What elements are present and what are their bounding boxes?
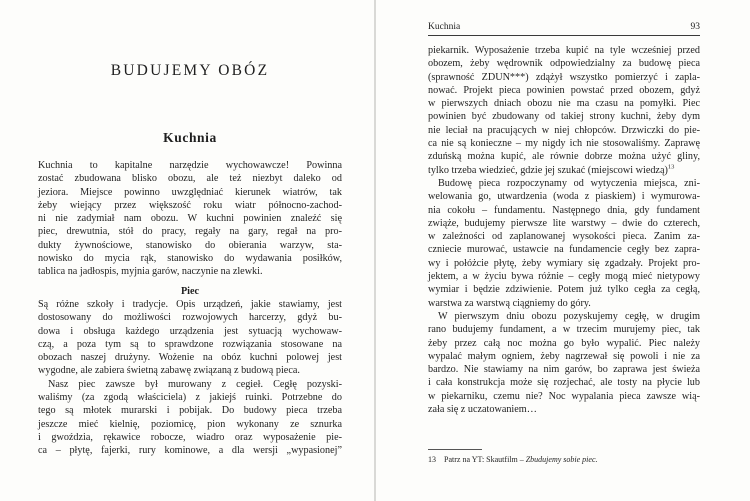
text-line: w piekarniku, czemu nie? Noc wypalania pieca zawsze wią-: [428, 390, 700, 402]
text-line: (sprawność ZDUN***) zdążył wszystko pomierzyć i zapla-: [428, 71, 700, 83]
text-line: zwiąże, budujemy pierwsze lite warstwy – dwie do czterech,: [428, 217, 700, 229]
text-line: i gwoździa, rękawice robocze, wiadro oraz wyposażenie pie-: [38, 431, 342, 443]
footnote-reference: 13: [667, 163, 675, 171]
footnote-rule: [428, 449, 482, 450]
text-line: jeziora. Miejsce powinno uwzględniać kierunek wiatrów, tak: [38, 186, 342, 198]
text-line: obozem, żeby wędrownik odpowiedzialny za budowę pieca: [428, 58, 700, 70]
text-line: waliśmy (za zgodą właściciela) z jakiejś ruinki. Potrzebne do: [38, 392, 342, 404]
left-page: [0, 0, 374, 501]
right-page: [376, 0, 750, 501]
page-number: 93: [690, 22, 700, 32]
footnote-text: Patrz na YT: Skautfilm –: [444, 455, 526, 464]
text-line: rano budujemy fundament, a w trzecim murujemy piec, tak: [428, 324, 700, 336]
text-line: bardzo. Nie stawiamy na nim garów, bo zaprawa jest świeża: [428, 364, 700, 376]
text-line: [428, 164, 700, 177]
text-line: dostosowany do możliwości rozwojowych harcerzy, gdyż bu-: [38, 312, 342, 324]
footnote-title: Zbudujemy sobie piec.: [525, 455, 598, 464]
left-body-text: [38, 159, 342, 458]
text-line: żeby przez całą noc można go było wypalić. Piec należy: [428, 337, 700, 349]
text-line: dukty żywnościowe, stanowisko do obierania warzyw, sta-: [38, 239, 342, 251]
text-line: piekarnik. Wyposażenie trzeba kupić na tyle wcześniej przed: [428, 45, 700, 56]
footnote: [428, 455, 700, 465]
text-line: wymiar i będzie zdziwienie. Potem już tylko cegła za cegłą,: [428, 284, 700, 296]
text-line: wy i połóżcie płytę, żeby wymiary się zgadzały. Projekt pro-: [428, 257, 700, 269]
text-line: welowania go, utwardzenia (woda z piaskiem) i wymurowa-: [428, 191, 700, 203]
text-line: obozach naszej drużyny. Wożenie na obóz kuchni polowej jest: [38, 352, 342, 364]
text-line: powinien być zbudowany od takiej strony kuchni, żeby dym: [428, 111, 700, 123]
running-head-title: Kuchnia: [428, 22, 461, 32]
text-line: nowisko do mycia rąk, stanowisko do wydawania posiłków,: [38, 253, 342, 265]
text-line: warstwa za warstwą ciągniemy do góry.: [428, 297, 591, 309]
text-line: nie leciał na pracujących w niej chłopców. Drzwiczki do pie-: [428, 124, 700, 136]
right-body-text: [428, 44, 700, 416]
text-line: czą, a poza tym są to sprawdzone rozwiązania stosowane na: [38, 338, 342, 350]
text-line: w zależności od zaplanowanej wysokości pieca. Zanim za-: [428, 231, 700, 243]
text-line: żeby wiejący przez większość roku wiatr północno-zachod-: [38, 199, 342, 211]
text-line: wypalać małym ogniem, żeby nagrzewał się powoli i nie za: [428, 350, 700, 362]
text-line: Budowę pieca rozpoczynamy od wytyczenia miejsca, zni-: [438, 177, 700, 189]
text-line: piec, drewutnia, stół do pracy, regały na gary, regał na pro-: [38, 226, 342, 238]
footnote-mark: 13: [428, 455, 436, 464]
subsection-heading: Piec: [180, 285, 200, 297]
text-line: zostać zbudowana blisko obozu, ale też niezbyt daleko od: [38, 173, 342, 185]
text-line: ca nie są konieczne – my nigdy ich nie stosowaliśmy. Zaprawę: [428, 138, 700, 150]
text-line: nować. Projekt pieca powinien powstać przed obozem, gdyż: [428, 84, 700, 96]
text-line: zduńską można kupić, ale równie dobrze można użyć gliny,: [428, 151, 700, 163]
text-line: ca – płytę, fajerki, rury kominowe, a dla wersji „wypasionej”: [38, 445, 342, 457]
text-line: zała się z uczatowaniem…: [428, 404, 537, 416]
text-line: i cała konstrukcja może się rozjechać, ale tosty na płycie lub: [428, 377, 700, 389]
text-line: W pierwszym dniu obozu pozyskujemy cegłę, w drugim: [438, 310, 700, 322]
text-line: czniecie murować, ustawcie na fundamencie cegły bez zapra-: [428, 244, 700, 256]
text-line: Nasz piec zawsze był murowany z cegieł. Cegłę pozyski-: [48, 378, 342, 390]
chapter-title: BUDUJEMY OBÓZ: [110, 62, 270, 79]
text-line: Są różne szkoły i tradycje. Opis urządzeń, jakie stawiamy, jest: [38, 298, 342, 310]
text-line: w pierwszych dniach obozu nie ma czasu na pomyłki. Piec: [428, 98, 700, 110]
text-line: tego są młotek murarski i pobijak. Do budowy pieca trzeba: [38, 405, 342, 417]
text-line: Kuchnia to kapitalne narzędzie wychowawcze! Powinna: [38, 160, 342, 171]
text-line: wygodne, ale zabiera świetną zabawę związaną z budową pieca.: [38, 365, 300, 377]
text-line: ni nie zadymiał nam obozu. W kuchni powinien znaleźć się: [38, 213, 342, 225]
text-line: jektem, a w życiu bywa różnie – cegły mogą mieć nietypowy: [428, 271, 700, 283]
section-title: Kuchnia: [163, 130, 217, 145]
text-line: tablica na jadłospis, myjnia garów, naczynie na zlewki.: [38, 266, 263, 278]
running-head: [428, 22, 700, 36]
running-head-rule: [428, 35, 700, 36]
text-line: jeszcze mieć kielnię, poziomicę, pion wykonany ze sznurka: [38, 418, 342, 430]
text-line-content: tylko trzeba wiedzieć, gdzie jej szukać (miejscowi wiedzą): [428, 164, 668, 176]
text-line: dowa i obsługa każdego urządzenia jest sytuacją wychowaw-: [38, 325, 342, 337]
text-line: nia cokołu – fundamentu. Następnego dnia, gdy fundament: [428, 204, 700, 216]
